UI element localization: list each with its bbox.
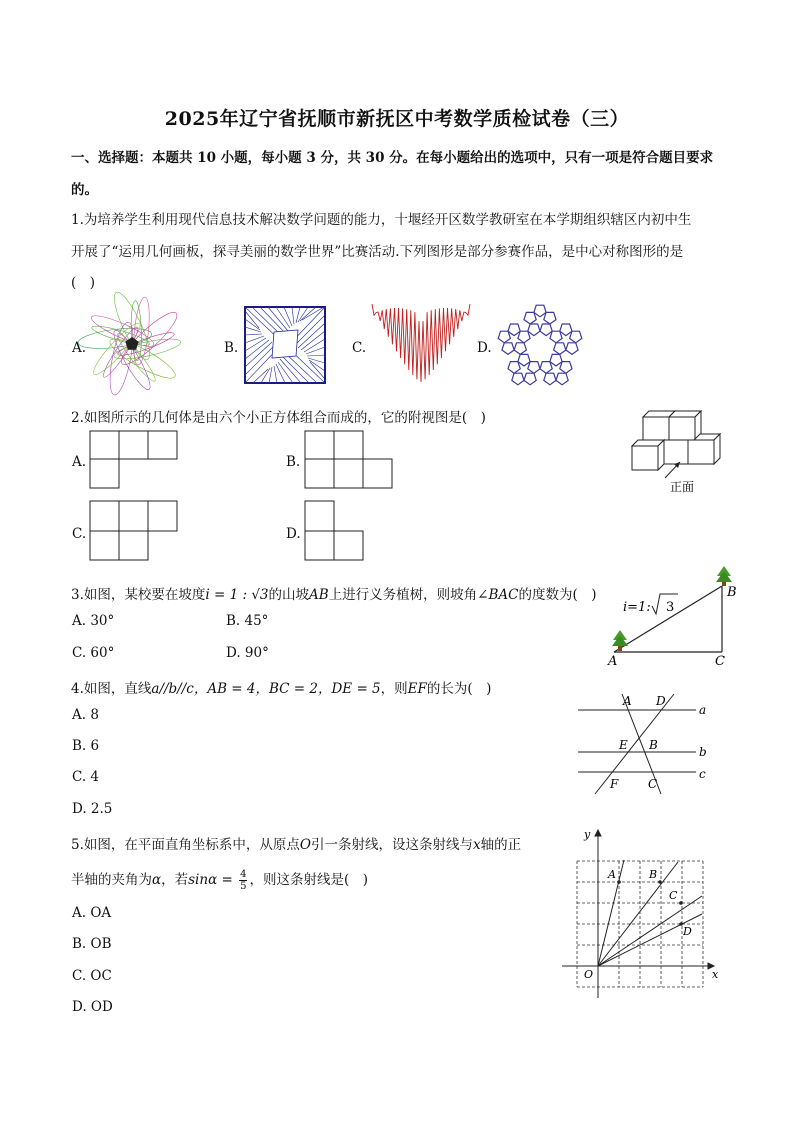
- q4-stem: 4.如图，直线a//b//c，AB = 4，BC = 2，DE = 5，则EF的长为( ): [71, 681, 492, 697]
- x-axis-label: x: [712, 968, 719, 981]
- label-b-point: B: [649, 738, 658, 752]
- q5-stem-line1: 5.如图，在平面直角坐标系中，从原点O引一条射线，设这条射线与x轴的正: [71, 837, 522, 853]
- q1-option-b-label[interactable]: B.: [224, 340, 239, 356]
- q1-option-a-label[interactable]: A.: [72, 340, 87, 356]
- parallel-lines-figure: [578, 690, 714, 800]
- cube-stack-figure: [628, 406, 724, 500]
- label-a-point: A: [623, 694, 632, 708]
- q3-option-b[interactable]: B. 45°: [226, 613, 269, 629]
- point-b-label: B: [727, 585, 737, 600]
- q2-option-a-label[interactable]: A.: [72, 454, 87, 470]
- pentaflake-figure: [494, 300, 586, 390]
- label-line-b: b: [699, 745, 707, 759]
- q2-option-b-grid: [304, 430, 396, 490]
- q3-option-d[interactable]: D. 90°: [226, 645, 269, 661]
- coordinate-grid-figure: [562, 826, 722, 1002]
- q1-option-c-label[interactable]: C.: [352, 340, 367, 356]
- q4-option-b[interactable]: B. 6: [72, 738, 100, 754]
- q2-option-a-grid: [89, 430, 181, 490]
- tree-icon: [612, 630, 628, 651]
- q1-stem-line3: ( ): [71, 275, 96, 291]
- label-line-c: c: [699, 767, 706, 781]
- ray-c-label: C: [669, 889, 678, 902]
- q1-stem-line2: 开展了“运用几何画板，探寻美丽的数学世界”比赛活动.下列图形是部分参赛作品，是中心对称图形的是: [71, 244, 684, 260]
- label-e-point: E: [619, 738, 628, 752]
- ray-a-label: A: [608, 868, 616, 881]
- q5-option-b[interactable]: B. OB: [72, 936, 112, 952]
- label-c-point: C: [648, 777, 658, 791]
- flower-figure: [88, 303, 178, 385]
- slope-ratio-label: i=1:: [623, 600, 651, 615]
- q4-option-a[interactable]: A. 8: [72, 707, 99, 723]
- slope-three-label: 3: [666, 600, 675, 615]
- ray-b-label: B: [649, 868, 658, 881]
- q5-option-a[interactable]: A. OA: [72, 905, 112, 921]
- section-heading: 一、选择题：本题共 10 小题，每小题 3 分，共 30 分。在每小题给出的选项中，只有一项是符合题目要求: [71, 150, 714, 166]
- slope-triangle-figure: [606, 566, 740, 670]
- q4-option-c[interactable]: C. 4: [72, 769, 100, 785]
- section-heading-cont: 的。: [71, 182, 98, 198]
- label-line-a: a: [699, 703, 707, 717]
- label-f-point: F: [610, 777, 619, 791]
- square-vortex-figure: [244, 306, 326, 384]
- heart-wave-figure: [370, 302, 472, 386]
- point-c-label: C: [715, 654, 725, 669]
- label-d-point: D: [656, 694, 666, 708]
- fraction: $\frac{4}{5}$: [240, 869, 247, 892]
- ray-d-label: D: [683, 925, 692, 938]
- q5-option-c[interactable]: C. OC: [72, 968, 112, 984]
- q2-option-b-label[interactable]: B.: [286, 454, 301, 470]
- q1-stem-line1: 1.为培养学生利用现代信息技术解决数学问题的能力，十堰经开区数学教研室在本学期组织辖区内初中生: [71, 212, 692, 228]
- q3-option-a[interactable]: A. 30°: [72, 613, 115, 629]
- q5-option-d[interactable]: D. OD: [72, 999, 113, 1015]
- y-axis-label: y: [584, 828, 591, 841]
- front-view-label: 正面: [670, 480, 695, 494]
- q2-option-d-grid: [304, 500, 368, 562]
- q3-stem: 3.如图，某校要在坡度i = 1 : √3的山坡AB上进行义务植树，则坡角∠BAC的度数为( ): [71, 587, 597, 603]
- q5-stem-line2: 半轴的夹角为α，若sinα = $\frac{4}{5}$ ，则这条射线是( ): [71, 869, 369, 892]
- q2-option-c-grid: [89, 500, 181, 562]
- q1-option-d-label[interactable]: D.: [477, 340, 492, 356]
- q4-option-d[interactable]: D. 2.5: [72, 801, 113, 817]
- origin-label: O: [584, 968, 594, 981]
- q2-option-c-label[interactable]: C.: [72, 526, 87, 542]
- tree-icon: [716, 566, 732, 586]
- page-title: 2025年辽宁省抚顺市新抚区中考数学质检试卷（三）: [164, 108, 630, 130]
- q2-stem: 2.如图所示的几何体是由六个小正方体组合而成的，它的附视图是( ): [71, 410, 486, 426]
- q3-option-c[interactable]: C. 60°: [72, 645, 115, 661]
- point-a-label: A: [608, 654, 618, 669]
- q2-option-d-label[interactable]: D.: [286, 526, 301, 542]
